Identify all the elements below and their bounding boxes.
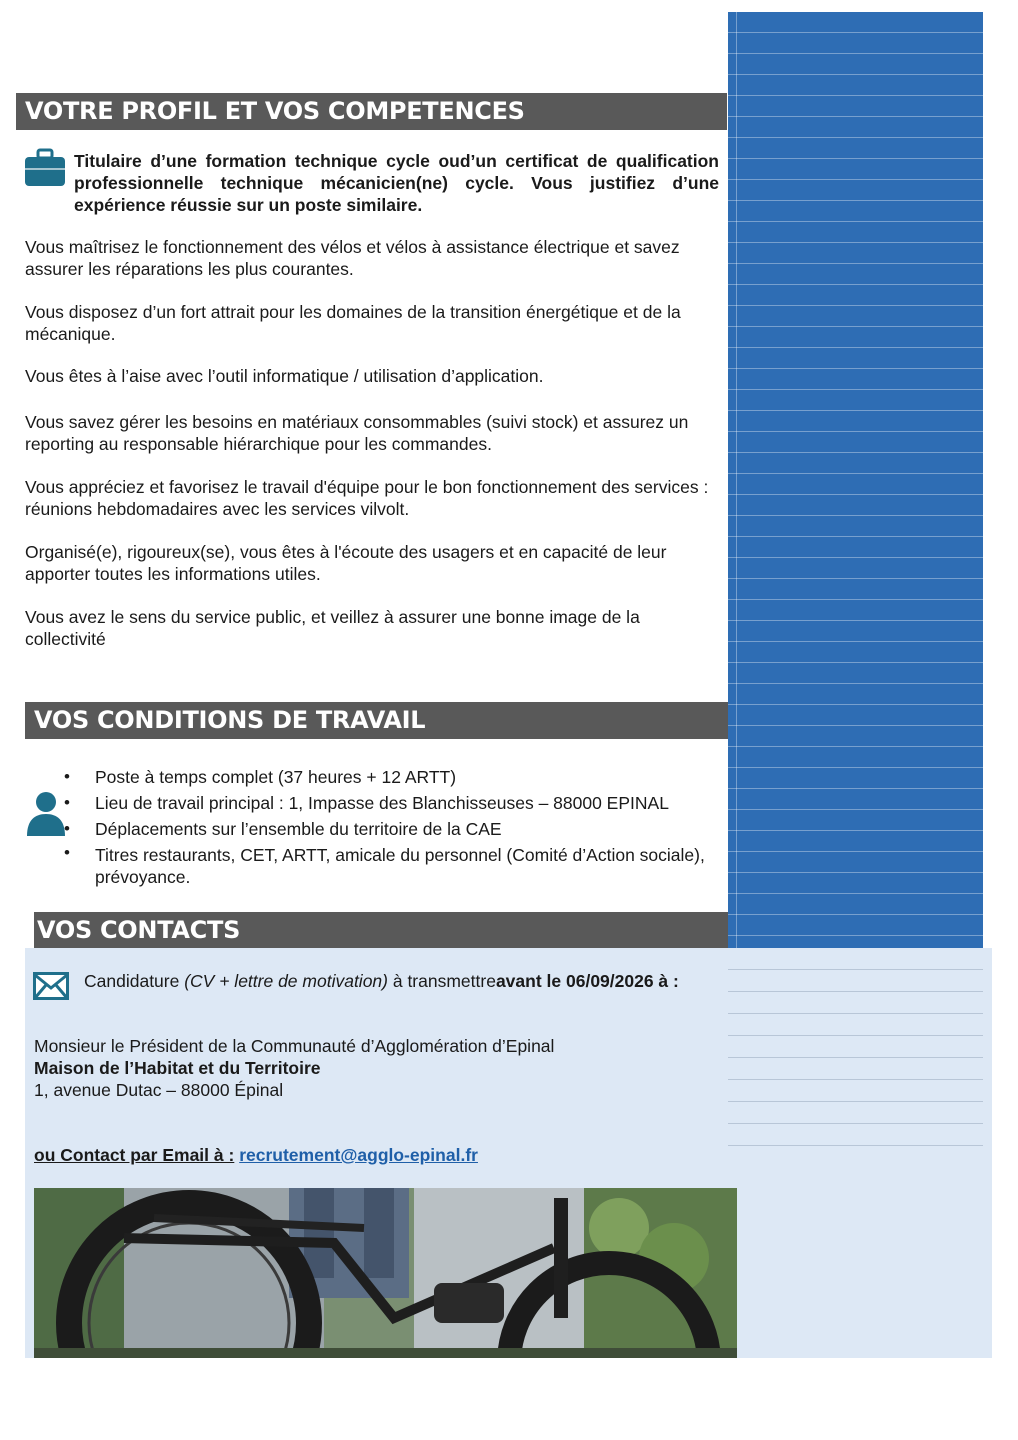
candidature-line	[84, 970, 679, 992]
candidature-deadline: avant le 06/09/2026 à :	[495, 971, 679, 991]
postal-address	[34, 1035, 554, 1101]
address-recipient: Monsieur le Président de la Communauté d’Agglomération d’Epinal	[34, 1036, 555, 1056]
email-link[interactable]: recrutement@agglo-epinal.fr	[239, 1145, 478, 1165]
bicycle-photo	[34, 1188, 737, 1358]
profil-paragraph: Vous maîtrisez le fonctionnement des vélos et vélos à assistance électrique et savez assurer les réparations les plus courantes.	[25, 237, 680, 279]
decorative-lines	[728, 948, 983, 1148]
section-header-contacts	[34, 912, 728, 949]
profil-paragraph: Vous savez gérer les besoins en matériaux consommables (suivi stock) et assurez un reporting au responsable hiérarchique pour les commandes.	[25, 412, 689, 454]
section-header-conditions	[25, 702, 728, 739]
decorative-blue-band	[728, 12, 983, 948]
conditions-list	[60, 764, 720, 888]
candidature-middle: à transmettre	[387, 971, 496, 991]
address-street: 1, avenue Dutac – 88000 Épinal	[34, 1080, 284, 1100]
list-item: • Déplacements sur l’ensemble du territoire de la CAE	[60, 816, 720, 842]
profil-paragraph: Vous disposez d’un fort attrait pour les domaines de la transition énergétique et de la mécanique.	[25, 302, 681, 344]
candidature-prefix: Candidature	[84, 971, 185, 991]
profil-paragraph: Vous êtes à l’aise avec l’outil informatique / utilisation d’application.	[25, 366, 544, 386]
email-prefix: ou Contact par Email à :	[34, 1145, 235, 1165]
profil-paragraph: Organisé(e), rigoureux(se), vous êtes à l'écoute des usagers et en capacité de leur apporter toutes les informations utiles.	[25, 542, 667, 584]
candidature-documents: (CV + lettre de motivation)	[184, 971, 388, 991]
profil-paragraph: Vous avez le sens du service public, et veillez à assurer une bonne image de la collectivité	[25, 607, 640, 649]
section-title-conditions: VOS CONDITIONS DE TRAVAIL	[34, 706, 426, 734]
profil-paragraph: Vous appréciez et favorisez le travail d'équipe pour le bon fonctionnement des services : réunions hebdomadaires avec les services vilvolt.	[25, 477, 709, 519]
list-item: • Poste à temps complet (37 heures + 12 ARTT)	[60, 764, 720, 790]
address-building: Maison de l’Habitat et du Territoire	[34, 1058, 321, 1078]
list-item: • Lieu de travail principal : 1, Impasse des Blanchisseuses – 88000 EPINAL	[60, 790, 720, 816]
section-title-profil: VOTRE PROFIL ET VOS COMPETENCES	[25, 97, 525, 125]
profil-intro: Titulaire d’une formation technique cycle oud’un certificat de qualification professionnelle technique mécanicien(ne) cycle. Vous justifiez d’une expérience réussie sur un poste similaire.	[74, 151, 719, 215]
email-contact-line	[34, 1144, 478, 1166]
section-header-profil	[16, 93, 727, 130]
section-title-contacts: VOS CONTACTS	[37, 916, 241, 944]
list-item: • Titres restaurants, CET, ARTT, amicale du personnel (Comité d’Action sociale), prévoyance.	[60, 842, 720, 888]
envelope-icon	[33, 972, 69, 1000]
briefcase-icon	[24, 148, 66, 188]
